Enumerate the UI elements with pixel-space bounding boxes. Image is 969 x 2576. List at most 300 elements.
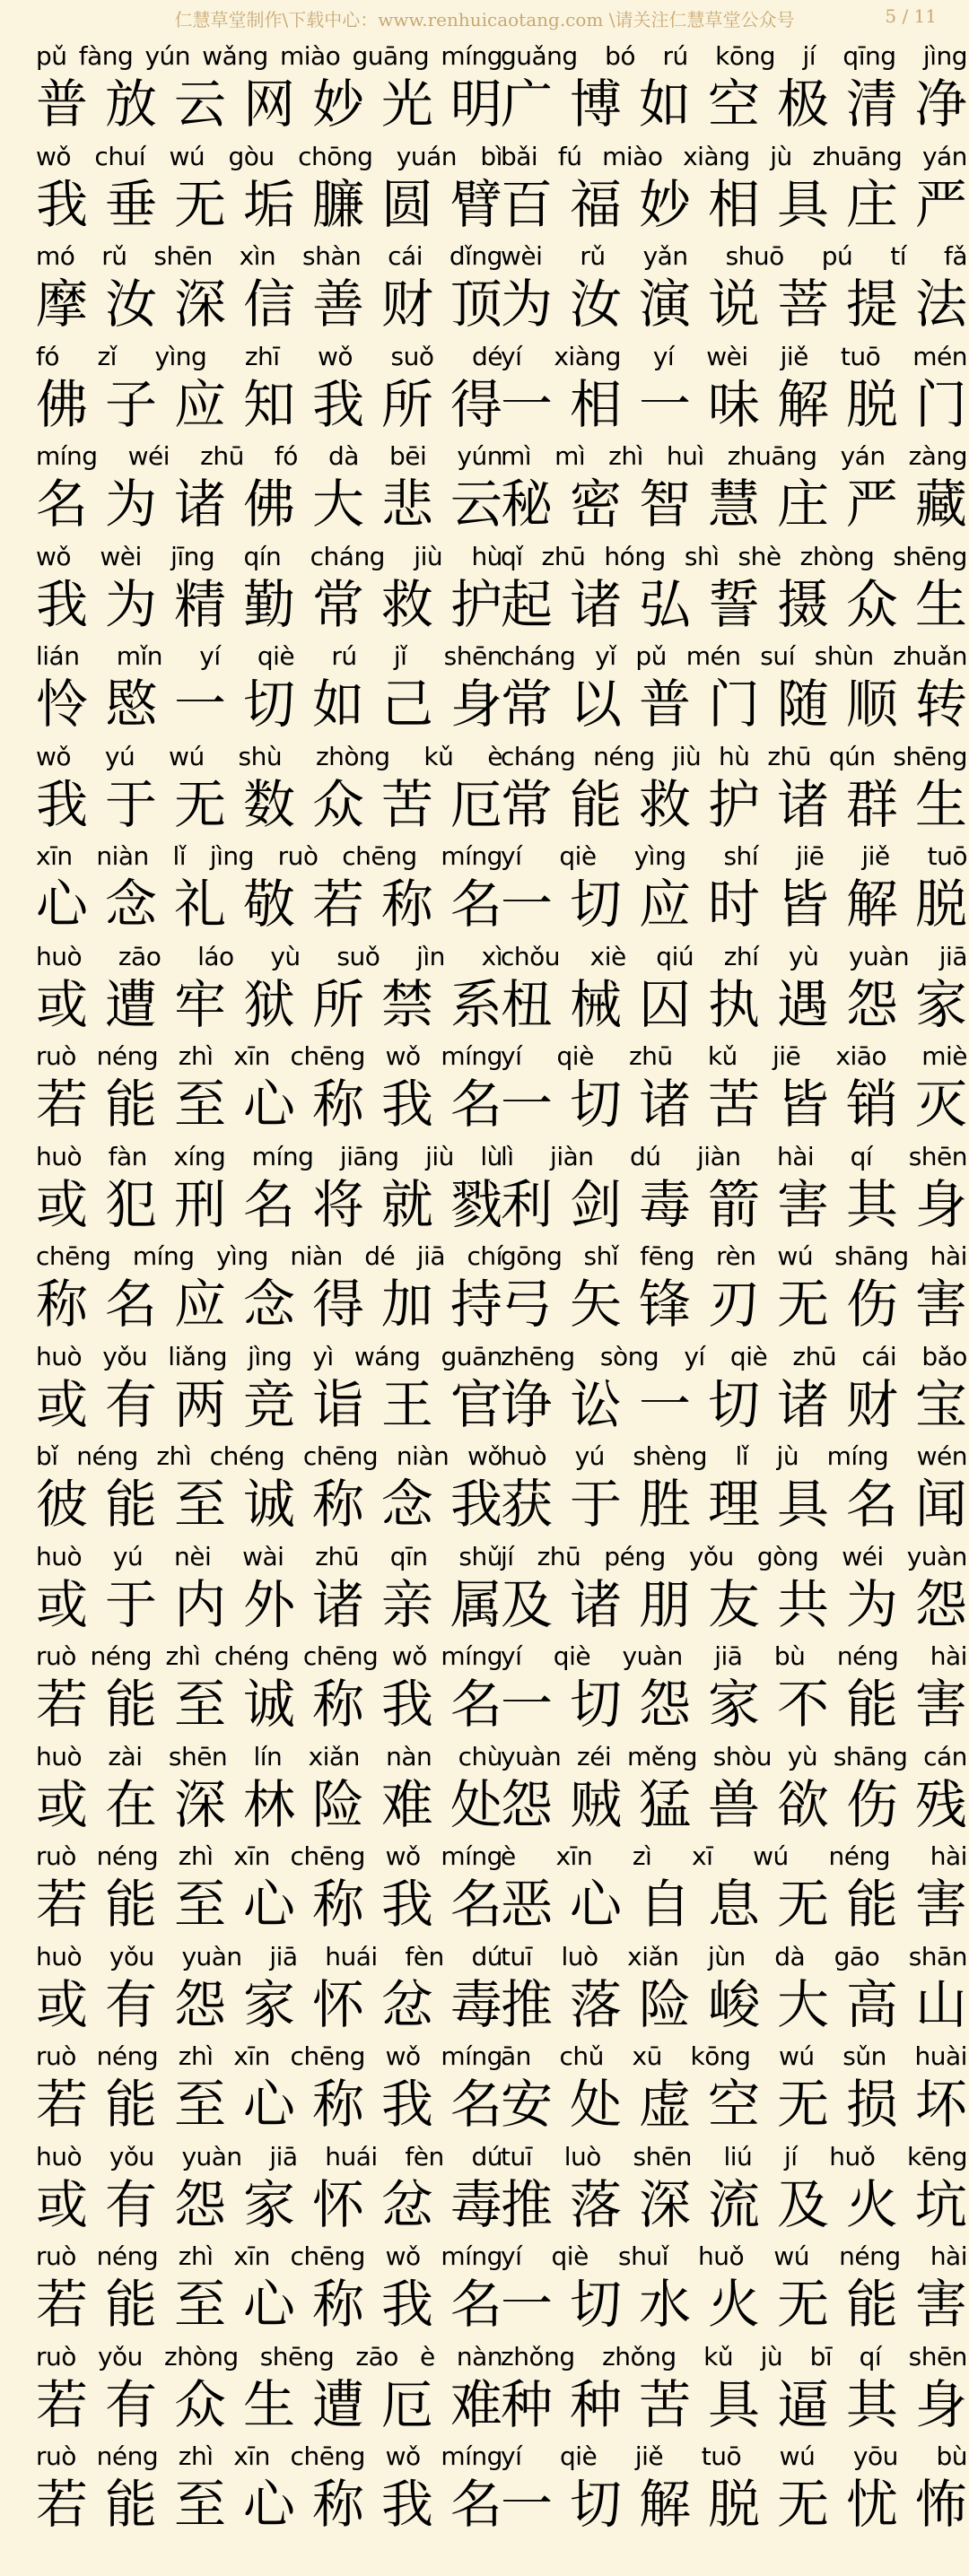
pinyin-syllable: zhuāng [812,141,903,171]
pinyin-line [36,640,502,674]
verse-right-8 [501,740,967,840]
hanzi-char: 垢 [242,173,295,235]
hanzi-line [36,174,502,235]
pinyin-syllable: fèn [405,1941,444,1971]
hanzi-line [36,374,502,435]
hanzi-char: 称 [311,2274,364,2335]
hanzi-char: 生 [914,573,967,635]
hanzi-char: 闻 [914,1474,967,1535]
pinyin-syllable: liú [723,2141,753,2171]
hanzi-char: 应 [173,373,226,435]
pinyin-syllable: chéng [209,1441,285,1471]
hanzi-char: 至 [173,1474,226,1535]
pinyin-syllable: néng [90,1641,152,1671]
verse-right-21 [501,2040,967,2140]
pinyin-syllable: bì [480,141,502,171]
pinyin-syllable: yuàn [906,1541,967,1571]
hanzi-char: 身 [450,674,502,735]
hanzi-char: 于 [104,1573,157,1635]
hanzi-line [501,1874,967,1935]
pinyin-syllable: xíng [173,1141,226,1171]
hanzi-line [36,574,502,635]
pinyin-syllable: miè [921,1041,967,1071]
hanzi-char: 诸 [776,773,829,835]
hanzi-char: 欲 [776,1773,829,1835]
pinyin-syllable: qiè [257,641,295,671]
hanzi-char: 无 [173,773,226,835]
hanzi-char: 深 [173,1773,226,1835]
pinyin-line [36,340,502,374]
pinyin-syllable: jù [776,1441,799,1471]
verse-left-7 [36,640,502,740]
pinyin-syllable: xì [481,941,502,971]
hanzi-char: 味 [707,373,760,435]
hanzi-line [36,774,502,835]
hanzi-char: 理 [707,1474,760,1535]
pinyin-syllable: suí [760,641,795,671]
pinyin-syllable: qiè [556,1041,594,1071]
pinyin-syllable: wèi [501,241,543,271]
pinyin-syllable: wǒ [385,2041,421,2071]
pinyin-syllable: xīn [233,1841,270,1871]
verse-right-6 [501,540,967,640]
pinyin-line [501,1940,967,1974]
pinyin-syllable: zhì [156,1441,192,1471]
pinyin-syllable: míng [441,1841,502,1871]
hanzi-char: 伤 [845,1274,898,1335]
pinyin-syllable: néng [839,2241,901,2271]
hanzi-line [501,674,967,735]
hanzi-char: 林 [242,1773,295,1835]
pinyin-line [36,940,502,974]
hanzi-char: 称 [311,1874,364,1935]
verse-right-17 [501,1640,967,1740]
pinyin-line [501,1240,967,1274]
pinyin-line [501,340,967,374]
pinyin-syllable: fú [557,141,582,171]
hanzi-char: 佛 [36,373,89,435]
pinyin-line [501,239,967,274]
hanzi-char: 忧 [845,2474,898,2535]
pinyin-syllable: bēi [389,441,427,471]
pinyin-syllable: huò [36,941,83,971]
pinyin-line [501,39,967,74]
hanzi-char: 怖 [914,2474,967,2535]
pinyin-syllable: xū [632,2041,662,2071]
pinyin-syllable: míng [36,441,98,471]
pinyin-syllable: yuàn [501,1741,562,1771]
hanzi-char: 无 [776,1274,829,1335]
hanzi-char: 汝 [569,274,622,335]
pinyin-syllable: yí [501,2441,522,2471]
pinyin-syllable: zhēng [501,1341,575,1371]
pinyin-syllable: ān [501,2041,531,2071]
pinyin-syllable: huǒ [829,2141,876,2171]
hanzi-char: 能 [104,1074,157,1135]
hanzi-char: 所 [380,373,433,435]
hanzi-char: 我 [380,1674,433,1735]
hanzi-char: 伤 [845,1773,898,1835]
hanzi-char: 火 [707,2274,760,2335]
hanzi-char: 名 [450,1074,502,1135]
pinyin-syllable: shēn [153,241,213,271]
hanzi-char: 救 [638,773,691,835]
pinyin-syllable: wèi [706,341,748,371]
pinyin-line [36,1240,502,1274]
pinyin-syllable: xīn [233,1041,270,1071]
pinyin-line [36,439,502,474]
pinyin-syllable: huǒ [698,2241,745,2271]
pinyin-syllable: rú [331,641,357,671]
hanzi-char: 敬 [242,874,295,935]
pinyin-syllable: yǐ [595,641,616,671]
pinyin-syllable: dú [471,1941,502,1971]
hanzi-char: 切 [242,674,295,735]
hanzi-char: 脱 [707,2474,760,2535]
hanzi-char: 我 [380,2474,433,2535]
pinyin-syllable: xìn [239,241,276,271]
hanzi-char: 悲 [380,474,433,535]
pinyin-syllable: niàn [290,1241,343,1271]
pinyin-syllable: wú [777,1241,814,1271]
pinyin-syllable: wǒ [36,141,72,171]
pinyin-line [36,1140,502,1174]
pinyin-syllable: yuàn [622,1641,683,1671]
hanzi-line [501,1274,967,1335]
pinyin-syllable: wén [916,1441,967,1471]
hanzi-char: 切 [707,1373,760,1435]
verse-right-10 [501,940,967,1040]
pinyin-syllable: tuī [501,1941,533,1971]
hanzi-line [501,2374,967,2435]
hanzi-char: 害 [914,1674,967,1735]
hanzi-line [36,1174,502,1235]
verse-right-2 [501,140,967,240]
pinyin-syllable: fàn [108,1141,147,1171]
hanzi-char: 至 [173,1874,226,1935]
pinyin-syllable: xīn [233,2241,270,2271]
hanzi-char: 获 [501,1474,554,1535]
verse-left-6 [36,540,502,640]
pinyin-syllable: xīn [36,841,73,871]
pinyin-syllable: qí [859,2341,882,2371]
hanzi-char: 家 [242,1973,295,2035]
verse-left-5 [36,439,502,540]
pinyin-syllable: fó [36,341,59,371]
pinyin-syllable: chēng [302,1641,379,1671]
pinyin-syllable: xī [692,1841,713,1871]
hanzi-char: 菩 [776,274,829,335]
pinyin-syllable: rǔ [101,241,127,271]
hanzi-char: 身 [914,1173,967,1235]
pinyin-syllable: míng [441,2241,502,2271]
pinyin-syllable: luò [561,1941,598,1971]
pinyin-syllable: néng [96,1041,159,1071]
pinyin-syllable: wéi [842,1541,884,1571]
pinyin-syllable: jìng [248,1341,292,1371]
pinyin-syllable: dà [774,1941,806,1971]
pinyin-syllable: xiǎn [627,1941,679,1971]
hanzi-char: 若 [36,2373,89,2435]
hanzi-char: 我 [380,1074,433,1135]
hanzi-char: 空 [707,74,760,135]
hanzi-char: 我 [380,2074,433,2135]
hanzi-char: 胜 [638,1474,691,1535]
hanzi-char: 切 [569,1674,622,1735]
pinyin-syllable: huò [36,1141,83,1171]
pinyin-syllable: yù [270,941,301,971]
hanzi-char: 亲 [380,1573,433,1635]
hanzi-char: 随 [776,674,829,735]
verse-left-9 [36,840,502,940]
pinyin-syllable: chuí [94,141,146,171]
verse-left-17 [36,1640,502,1740]
hanzi-char: 妙 [638,173,691,235]
hanzi-char: 落 [569,2173,622,2235]
hanzi-char: 刑 [173,1173,226,1235]
pinyin-syllable: ruò [36,1641,76,1671]
pinyin-syllable: tí [890,241,907,271]
hanzi-char: 两 [173,1373,226,1435]
hanzi-char: 顶 [450,274,502,335]
pinyin-syllable: kǔ [707,1041,738,1071]
hanzi-char: 慧 [707,474,760,535]
verse-right-19 [501,1840,967,1940]
pinyin-line [36,2440,502,2474]
pinyin-syllable: pú [821,241,853,271]
pinyin-syllable: shēn [908,2341,967,2371]
hanzi-char: 知 [242,373,295,435]
pinyin-syllable: zhì [165,1641,201,1671]
pinyin-syllable: lì [501,1141,514,1171]
hanzi-char: 如 [311,674,364,735]
hanzi-char: 清 [845,74,898,135]
verse-left-15 [36,1440,502,1540]
hanzi-char: 有 [104,1373,157,1435]
pinyin-syllable: yù [787,1741,818,1771]
hanzi-char: 生 [242,2373,295,2435]
hanzi-char: 念 [242,1274,295,1335]
pinyin-syllable: zāo [118,941,162,971]
verse-right-1 [501,39,967,140]
hanzi-char: 贼 [569,1773,622,1835]
pinyin-syllable: wǒ [36,741,72,771]
pinyin-syllable: shāng [833,1741,908,1771]
hanzi-char: 智 [638,474,691,535]
pinyin-syllable: míng [132,1241,195,1271]
pinyin-syllable: gāo [834,1941,880,1971]
hanzi-line [501,2074,967,2135]
hanzi-line [36,1874,502,1935]
pinyin-syllable: chēng [290,1841,365,1871]
pinyin-syllable: lǐ [172,841,187,871]
hanzi-char: 将 [311,1173,364,1235]
pinyin-syllable: yí [501,2241,522,2271]
pinyin-syllable: shǔ [458,1541,502,1571]
hanzi-char: 至 [173,2074,226,2135]
hanzi-line [501,774,967,835]
hanzi-char: 为 [501,274,554,335]
hanzi-char: 一 [501,1674,554,1735]
hanzi-char: 弘 [638,573,691,635]
pinyin-syllable: néng [836,1641,899,1671]
verse-right-14 [501,1340,967,1440]
hanzi-char: 我 [311,373,364,435]
hanzi-char: 深 [173,274,226,335]
hanzi-line [501,974,967,1035]
hanzi-char: 具 [776,1474,829,1535]
pinyin-syllable: nàn [456,2341,502,2371]
hanzi-char: 能 [104,1474,157,1535]
pinyin-syllable: huò [36,1341,83,1371]
hanzi-char: 箭 [707,1173,760,1235]
pinyin-syllable: jiā [269,1941,298,1971]
hanzi-char: 怨 [173,2173,226,2235]
hanzi-line [501,74,967,135]
hanzi-char: 财 [380,274,433,335]
verse-right-22 [501,2140,967,2241]
pinyin-syllable: yí [501,341,522,371]
pinyin-syllable: sòng [599,1341,659,1371]
hanzi-char: 一 [501,2274,554,2335]
hanzi-char: 臁 [311,173,364,235]
hanzi-char: 一 [501,1074,554,1135]
verse-right-16 [501,1540,967,1640]
pinyin-syllable: qín [243,541,282,571]
pinyin-syllable: wú [753,1841,789,1871]
hanzi-char: 无 [776,1874,829,1935]
verse-left-21 [36,2040,502,2140]
hanzi-line [501,1674,967,1735]
hanzi-char: 我 [380,1874,433,1935]
hanzi-char: 誓 [707,573,760,635]
hanzi-char: 博 [569,74,622,135]
pinyin-syllable: qiè [553,1641,591,1671]
hanzi-char: 苦 [380,773,433,835]
hanzi-char: 众 [311,773,364,835]
verse-left-13 [36,1240,502,1340]
hanzi-line [36,2374,502,2435]
hanzi-char: 时 [707,874,760,935]
hanzi-line [501,1774,967,1835]
hanzi-char: 至 [173,1674,226,1735]
hanzi-char: 心 [36,874,89,935]
pinyin-syllable: bǎo [921,1341,967,1371]
hanzi-char: 密 [569,474,622,535]
pinyin-syllable: yù [789,941,819,971]
pinyin-syllable: bù [773,1641,806,1671]
hanzi-line [36,1774,502,1835]
hanzi-char: 害 [914,1274,967,1335]
pinyin-line [36,1940,502,1974]
pinyin-syllable: zāo [355,2341,398,2371]
verse-right-23 [501,2240,967,2340]
pinyin-syllable: qiè [729,1341,768,1371]
hanzi-char: 为 [104,474,157,535]
verse-right-13 [501,1240,967,1340]
hanzi-char: 庄 [776,474,829,535]
pinyin-syllable: míng [441,2041,502,2071]
pinyin-syllable: tuō [927,841,967,871]
pinyin-syllable: wǒ [385,1841,421,1871]
hanzi-char: 禁 [380,973,433,1035]
pinyin-syllable: wài [242,1541,284,1571]
hanzi-char: 名 [450,2274,502,2335]
hanzi-char: 得 [450,373,502,435]
pinyin-syllable: yú [112,1541,144,1571]
pinyin-syllable: néng [593,741,655,771]
pinyin-syllable: nèi [174,1541,212,1571]
hanzi-char: 一 [501,373,554,435]
pinyin-syllable: huài [914,2041,967,2071]
hanzi-char: 心 [242,1074,295,1135]
hanzi-char: 普 [638,674,691,735]
hanzi-char: 应 [638,874,691,935]
hanzi-char: 有 [104,2173,157,2235]
pinyin-syllable: wǒ [36,541,72,571]
hanzi-char: 家 [707,1674,760,1735]
hanzi-char: 诸 [569,1573,622,1635]
pinyin-line [501,140,967,174]
hanzi-char: 放 [104,74,157,135]
pinyin-syllable: yí [501,841,522,871]
pinyin-syllable: hài [930,2241,967,2271]
pinyin-syllable: zhì [608,441,643,471]
pinyin-syllable: fèn [405,2141,444,2171]
hanzi-char: 以 [569,674,622,735]
hanzi-char: 起 [501,573,554,635]
hanzi-char: 家 [242,2173,295,2235]
hanzi-char: 称 [311,1074,364,1135]
hanzi-char: 一 [638,373,691,435]
verse-left-11 [36,1040,502,1140]
pinyin-syllable: tuō [701,2441,742,2471]
pinyin-syllable: yú [104,741,135,771]
pinyin-syllable: wǒ [391,1641,427,1671]
hanzi-line [501,2274,967,2335]
pinyin-syllable: chēng [290,2441,365,2471]
pinyin-syllable: néng [96,2041,159,2071]
pinyin-syllable: yuàn [848,941,910,971]
pinyin-syllable: tuō [840,341,881,371]
hanzi-char: 深 [638,2173,691,2235]
hanzi-char: 心 [242,2474,295,2535]
hanzi-char: 称 [311,2474,364,2535]
pinyin-syllable: guāng [352,41,430,71]
pinyin-syllable: zhū [767,741,812,771]
verse-right-25 [501,2440,967,2540]
hanzi-char: 名 [450,1874,502,1935]
hanzi-line [36,1274,502,1335]
pinyin-syllable: dú [471,2141,502,2171]
pinyin-syllable: chēng [302,1441,379,1471]
pinyin-line [501,1440,967,1474]
pinyin-line [501,840,967,874]
hanzi-char: 种 [569,2373,622,2435]
hanzi-char: 相 [569,373,622,435]
hanzi-char: 名 [450,1674,502,1735]
hanzi-char: 峻 [707,1973,760,2035]
pinyin-syllable: fēng [640,1241,694,1271]
hanzi-char: 或 [36,1773,89,1835]
pinyin-syllable: jiē [796,841,825,871]
hanzi-line [36,974,502,1035]
pinyin-syllable: néng [96,2241,159,2271]
pinyin-syllable: dà [328,441,359,471]
verse-left-22 [36,2140,502,2241]
pinyin-syllable: jiā [416,1241,445,1271]
verse-left-25 [36,2440,502,2540]
